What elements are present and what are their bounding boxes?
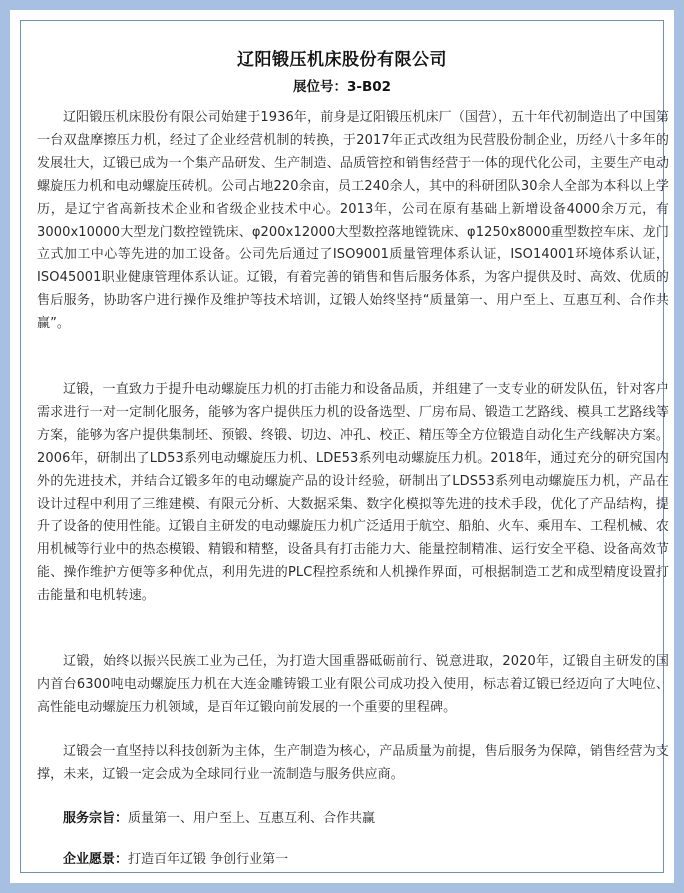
paragraph-future: 辽锻会一直坚持以科技创新为主体，生产制造为核心，产品质量为前提，售后服务为保障，销售经营为支撑，未来，辽锻一定会成为全球同行业一流制造与服务供应商。 (37, 744, 669, 782)
company-title: 辽阳锻压机床股份有限公司 (237, 50, 447, 70)
paragraph-products: 辽锻，一直致力于提升电动螺旋压力机的打击能力和设备品质，并组建了一支专业的研发队伍，针对客户需求进行一对一定制化服务，能够为客户提供压力机的设备选型、厂房布局、锻造工艺路线、模具工艺路线等方案，能够为客户提供集制坯、预锻、终锻、切边、冲孔、校正、精压等全方位锻造自动化生产线解决方案。2006年，研制出了LD53系列电动螺旋压力机、LDE53系列电动螺旋压力机。2018年，通过充分的研究国内外的先进技术，并结合辽锻多年的电动螺旋产品的设计经验，研制出了LDS53系列电动螺旋压力机，产品在设计过程中利用了三维建模、有限元分析、大数据采集、数字化模拟等先进的技术手段，优化了产品结构，提升了设备的使用性能。辽锻自主研发的电动螺旋压力机广泛适用于航空、船舶、火车、乘用车、工程机械、农用机械等行业中的热态模锻、精锻和精整，设备具有打击能力大、能量控制精准、运行安全平稳、设备高效节能、操作维护方便等多种优点，利用先进的PLC程控系统和人机操作界面，可根据制造工艺和成型精度设置打击能量和电机转速。 (37, 382, 669, 604)
service-tenet-label: 服务宗旨： (63, 811, 129, 826)
service-tenet (63, 807, 375, 826)
company-vision (63, 848, 288, 867)
content-panel (20, 20, 669, 873)
booth-number: 展位号：3-B02 (292, 79, 392, 95)
service-tenet-value: 质量第一、用户至上、互惠互利、合作共赢 (128, 811, 376, 826)
company-vision-label: 企业愿景： (63, 852, 129, 867)
paragraph-history: 辽阳锻压机床股份有限公司始建于1936年，前身是辽阳锻压机床厂（国营），五十年代初制造出了中国第一台双盘摩擦压力机，经过了企业经营机制的转换，于2017年正式改组为民营股份制企业，历经八十多年的发展壮大，辽锻已成为一个集产品研发、生产制造、品质管控和销售经营于一体的现代化公司，主要生产电动螺旋压力机和电动螺旋压砖机。公司占地220余亩，员工240余人，其中的科研团队30余人全部为本科以上学历，是辽宁省高新技术企业和省级企业技术中心。2013年，公司在原有基础上新增设备4000余万元，有3000x10000大型龙门数控镗铣床、φ200x12000大型数控落地镗铣床、φ1250x8000重型数控车床、龙门立式加工中心等先进的加工设备。公司先后通过了ISO9001质量管理体系认证，ISO14001环境体系认证，ISO45001职业健康管理体系认证。辽锻，有着完善的销售和售后服务体系，为客户提供及时、高效、优质的售后服务，协助客户进行操作及维护等技术培训，辽锻人始终坚持“质量第一、用户至上、互惠互利、合作共赢”。 (37, 110, 669, 332)
paragraph-milestone: 辽锻，始终以振兴民族工业为己任，为打造大国重器砥砺前行、锐意进取，2020年，辽锻自主研发的国内首台6300吨电动螺旋压力机在大连金雕铸锻工业有限公司成功投入使用，标志着辽锻已经迈向了大吨位、高性能电动螺旋压力机领域，是百年辽锻向前发展的一个重要的里程碑。 (37, 654, 669, 715)
company-vision-value: 打造百年辽锻 争创行业第一 (128, 852, 289, 867)
